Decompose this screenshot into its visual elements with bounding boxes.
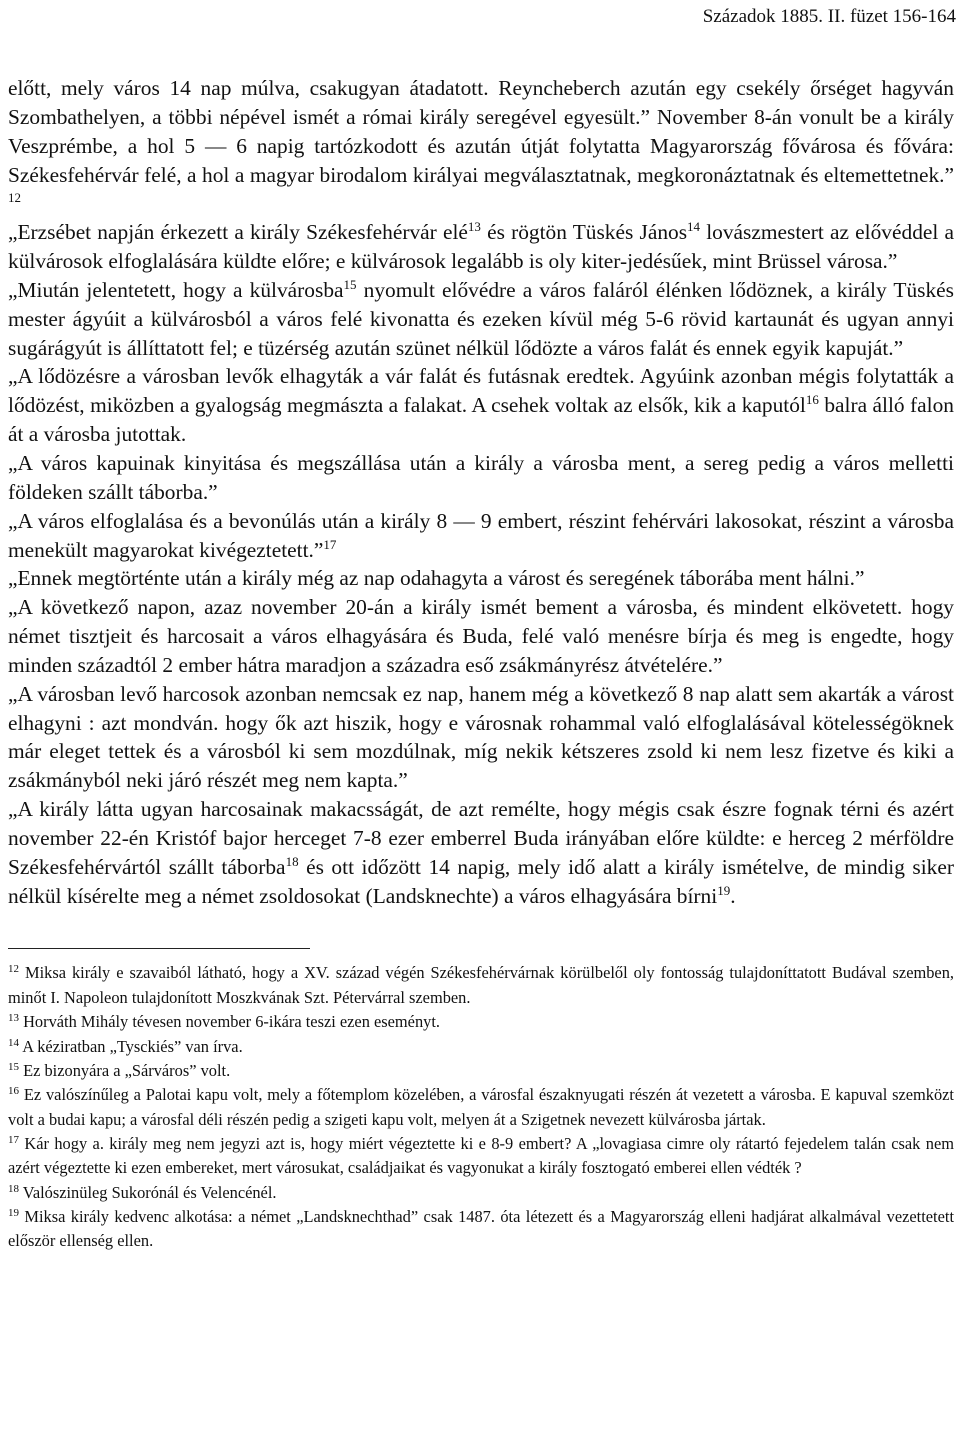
paragraph-text: „A következő napon, azaz november 20-án a király ismét bement a városba, és mindent elkövetett. hogy német tisztjeit és harcosait a város elhagyására és Buda, felé való menésre bírja és meg is engedte, hogy minden századtól 2 ember hátra maradjon a századra eső zsákmányrész átvételére.” bbox=[8, 595, 954, 677]
paragraph-text: nyomult elővédre a város faláról élénken lődöznek, a király Tüskés mester ágyúit a külvárosból a város felé kivonatta és ezeken kívül még 5-6 rövid kartaunát és ugyan annyi sugárágyút is állíttatott fel; e tüzérség azután szünet nélkül lődözte a város falát és ennek egyik kapuját.” bbox=[8, 277, 954, 360]
paragraph-text: és ott időzött 14 napig, mely idő alatt a király ismételve, de mindig siker nélkül kísérelte meg a német zsoldosokat (Landsknechte) a város elhagyására bírni bbox=[8, 854, 954, 908]
footnote-number: 16 bbox=[8, 1085, 19, 1098]
paragraph-text: „A város elfoglalása és a bevonúlás után a király 8 — 9 embert, részint fehérvári lakosokat, részint a városba menekült magyarokat kivégeztetett.” bbox=[8, 508, 954, 562]
paragraph-text: lovászmestert az elővéddel a külvárosok elfoglalására küldte előre; e külvárosok legalább is oly kiter-jedésűek, mint Brüssel városa.” bbox=[8, 220, 954, 274]
footnote-reference: 18 bbox=[285, 853, 299, 869]
paragraph-text: balra álló falon át a városba jutottak. bbox=[8, 393, 954, 447]
paragraph-text: „Erzsébet napján érkezett a király Székesfehérvár elé bbox=[8, 220, 468, 245]
footnote-number: 15 bbox=[8, 1060, 19, 1073]
body-paragraph bbox=[8, 507, 954, 565]
paragraph-text: . bbox=[730, 883, 736, 908]
body-paragraph bbox=[8, 449, 954, 507]
footnote-text: Kár hogy a. király meg nem jegyzi azt is, hogy miért végeztette ki e 8-9 embert? A „lovagiasa cimre oly rátartó fejedelem talán csak nem azért végeztette ki ezen embereket, mert városukat, családjaikat és vagyonukat a király fosztogató emberei ellen védték ? bbox=[8, 1133, 954, 1178]
main-body-text bbox=[8, 74, 954, 910]
footnote bbox=[8, 1181, 954, 1205]
footnote bbox=[8, 1010, 954, 1034]
body-paragraph bbox=[8, 680, 954, 795]
body-paragraph bbox=[8, 795, 954, 910]
footnote-reference: 16 bbox=[805, 392, 819, 408]
paragraph-text: „A lődözésre a városban levők elhagyták a vár falát és futásnak eredtek. Agyúink azonban mégis folytatták a lődözést, miközben a gyalogság megmászta a falakat. A csehek voltak az elsők, kik a kaputól bbox=[8, 364, 954, 418]
paragraph-text: „Miután jelentetett, hogy a külvárosba bbox=[8, 277, 344, 302]
footnote-reference: 15 bbox=[343, 276, 357, 292]
footnote-separator-rule bbox=[8, 948, 310, 949]
paragraph-text: előtt, mely város 14 nap múlva, csakugyan átadatott. Reyncheberch azután egy csekély őrséget hagyván Szombathelyen, a többi népével ismét a római király seregével egyesült.” November 8-án vonult be a király Veszprémbe, a hol 5 — 6 napig tartózkodott és azután útját folytatta Magyarország fővárosa és fővára: Székesfehérvár felé, a hol a magyar birodalom királyai megválasztatnak, megkoronáztatnak és eltemettetnek.” bbox=[8, 76, 954, 187]
body-paragraph bbox=[8, 218, 954, 276]
footnote-text: A kéziratban „Tysckiés” van írva. bbox=[19, 1036, 243, 1056]
footnote bbox=[8, 1083, 954, 1132]
footnote bbox=[8, 1035, 954, 1059]
footnote-number: 14 bbox=[8, 1036, 19, 1049]
footnote-text: Horváth Mihály tévesen november 6-ikára teszi ezen eseményt. bbox=[19, 1012, 440, 1032]
footnote-number: 18 bbox=[8, 1182, 19, 1195]
paragraph-text: és rögtön Tüskés János bbox=[480, 220, 688, 245]
footnote-text: Valószinüleg Sukorónál és Velencénél. bbox=[19, 1182, 277, 1202]
body-paragraph bbox=[8, 276, 954, 363]
footnote bbox=[8, 1205, 954, 1254]
footnote-text: Miksa király kedvenc alkotása: a német „Landsknechthad” csak 1487. óta létezett és a Magyarország elleni hadjárat alkalmával vezettetett először ellenség ellen. bbox=[8, 1206, 954, 1251]
footnote-text: Miksa király e szavaiból látható, hogy a XV. század végén Székesfehérvárnak körülbelől oly fontosság tulajdoníttatott Budával szemben, minőt I. Napoleon tulajdonított Moszkvának Szt. Pétervárral szemben. bbox=[8, 963, 954, 1007]
footnote-number: 12 bbox=[8, 963, 19, 976]
footnote-reference: 13 bbox=[467, 219, 481, 235]
footnote-number: 17 bbox=[8, 1133, 19, 1146]
footnote-reference: 17 bbox=[323, 536, 337, 552]
paragraph-text: „A városban levő harcosok azonban nemcsak ez nap, hanem még a következő 8 nap alatt sem akarták a várost elhagyni : azt mondván. hogy ők azt hiszik, hogy e városnak rohammal való elfoglalásával kötelességöknek már eleget tettek és a városból ki sem mozdúlnak, míg nekik kétszeres zsold ki nem lesz fizetve és kiki a zsákmányból neki járó részét meg nem kapta.” bbox=[8, 681, 954, 793]
page-header-citation: Századok 1885. II. füzet 156-164 bbox=[702, 6, 956, 27]
paragraph-text: „Ennek megtörténte után a király még az nap odahagyta a várost és seregének táborába ment hálni.” bbox=[8, 566, 865, 591]
footnote-reference: 12 bbox=[8, 190, 21, 206]
footnote-number: 19 bbox=[8, 1206, 19, 1219]
paragraph-text: „A király látta ugyan harcosainak makacsságát, de azt remélte, hogy mégis csak észre fognak térni és azért november 22-én Kristóf bajor herceget 7-8 ezer emberrel Buda irányában előre küldte: e herceg 2 mérföldre Székesfehérvártól szállt táborba bbox=[8, 797, 954, 879]
body-paragraph bbox=[8, 362, 954, 449]
footnote bbox=[8, 1059, 954, 1083]
footnotes-section bbox=[8, 961, 954, 1253]
body-paragraph bbox=[8, 564, 954, 593]
document-page bbox=[8, 0, 954, 1254]
footnote-number: 13 bbox=[8, 1012, 19, 1025]
footnote-reference: 14 bbox=[687, 219, 701, 235]
footnote-text: Ez bizonyára a „Sárváros” volt. bbox=[19, 1060, 231, 1080]
footnote bbox=[8, 961, 954, 1010]
footnote-reference: 19 bbox=[717, 882, 731, 898]
paragraph-text: „A város kapuinak kinyitása és megszállása után a király a városba ment, a sereg pedig a város melletti földeken szállt táborba.” bbox=[8, 450, 954, 504]
body-paragraph bbox=[8, 593, 954, 680]
body-paragraph bbox=[8, 74, 954, 218]
footnote bbox=[8, 1132, 954, 1181]
footnote-text: Ez valószínűleg a Palotai kapu volt, mely a főtemplom közelében, a városfal északnyugati részén át vezetett a városba. E kapuval szemközt volt a budai kapu; a városfal déli részén pedig a szigeti kapu volt, melyen át a Szigetnek nevezett külvárosba jártak. bbox=[8, 1085, 954, 1129]
